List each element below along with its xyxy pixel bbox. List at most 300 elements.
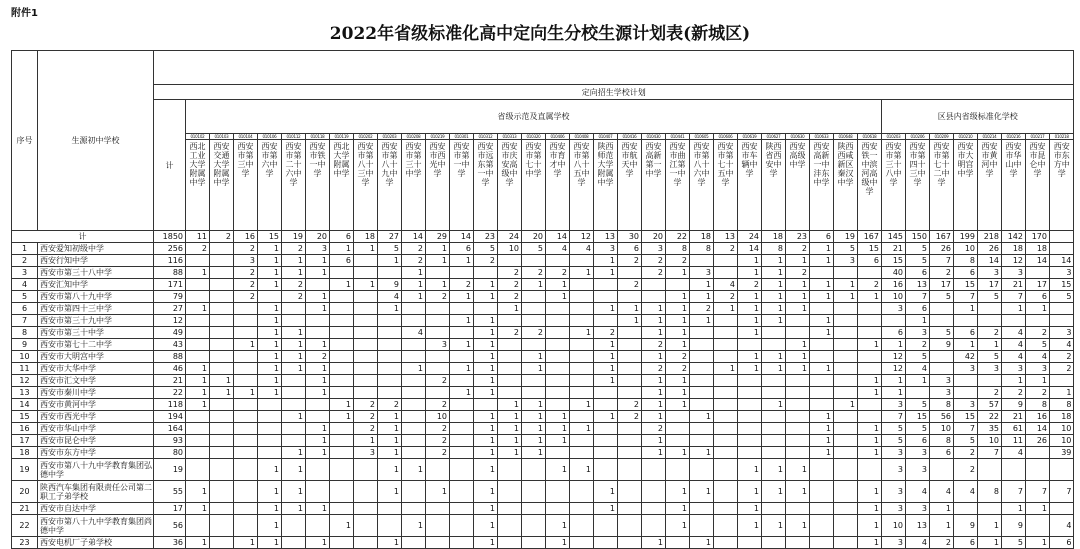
- school-name-header: 西安市车辆中学: [738, 140, 762, 231]
- school-code: 010218: [1050, 134, 1074, 140]
- school-name-header: 西安市第一中学: [450, 140, 474, 231]
- plan-cell: [546, 387, 570, 399]
- plan-cell: [738, 387, 762, 399]
- plan-cell: [282, 387, 306, 399]
- row-school-name: 西安市大明宫中学: [38, 351, 154, 363]
- plan-cell: 9: [378, 279, 402, 291]
- plan-cell: 1: [330, 399, 354, 411]
- plan-cell: 1: [378, 447, 402, 459]
- plan-cell: [354, 363, 378, 375]
- plan-cell: 18: [1050, 411, 1074, 423]
- plan-cell: 1: [426, 279, 450, 291]
- plan-cell: 1: [378, 411, 402, 423]
- plan-cell: [522, 339, 546, 351]
- school-name-header: 西安市黄河中学: [978, 140, 1002, 231]
- plan-cell: 1: [258, 327, 282, 339]
- school-code: 010209: [930, 134, 954, 140]
- plan-cell: [762, 327, 786, 339]
- plan-cell: [378, 363, 402, 375]
- school-code: 010416: [618, 134, 642, 140]
- plan-cell: 1: [594, 411, 618, 423]
- row-school-name: 西安市秦川中学: [38, 387, 154, 399]
- plan-cell: 1: [762, 279, 786, 291]
- row-seq: 21: [12, 503, 38, 515]
- plan-cell: 2: [498, 327, 522, 339]
- plan-cell: 1: [906, 375, 930, 387]
- plan-cell: 2: [546, 267, 570, 279]
- plan-cell: 2: [618, 279, 642, 291]
- row-seq: 16: [12, 423, 38, 435]
- plan-cell: 1: [954, 303, 978, 315]
- plan-cell: 1: [522, 351, 546, 363]
- plan-cell: 1: [474, 503, 498, 515]
- plan-cell: 5: [522, 243, 546, 255]
- table-row: [12, 291, 1074, 303]
- plan-cell: [258, 435, 282, 447]
- plan-cell: [834, 515, 858, 537]
- plan-cell: 3: [954, 399, 978, 411]
- plan-cell: [186, 291, 210, 303]
- table-row: [12, 327, 1074, 339]
- plan-cell: 1: [594, 363, 618, 375]
- row-seq: 20: [12, 481, 38, 503]
- plan-cell: [834, 327, 858, 339]
- plan-cell: 3: [930, 387, 954, 399]
- plan-cell: 2: [522, 327, 546, 339]
- row-total: 21: [154, 375, 186, 387]
- plan-cell: 1: [474, 435, 498, 447]
- plan-cell: [714, 387, 738, 399]
- plan-cell: 1: [810, 363, 834, 375]
- plan-cell: [762, 387, 786, 399]
- plan-cell: [930, 351, 954, 363]
- plan-cell: [498, 375, 522, 387]
- plan-cell: 1: [738, 459, 762, 481]
- plan-cell: [858, 399, 882, 411]
- plan-cell: 1: [666, 481, 690, 503]
- plan-cell: [666, 537, 690, 549]
- plan-cell: [786, 537, 810, 549]
- row-school-name: 西安市昆仑中学: [38, 435, 154, 447]
- plan-cell: [450, 399, 474, 411]
- school-name-header: 西安市西光中学: [426, 140, 450, 231]
- school-code: 010206: [906, 134, 930, 140]
- plan-cell: 1: [354, 243, 378, 255]
- plan-cell: [978, 375, 1002, 387]
- plan-cell: 16: [882, 279, 906, 291]
- plan-cell: 57: [978, 399, 1002, 411]
- school-total: 24: [498, 231, 522, 243]
- plan-cell: [666, 279, 690, 291]
- plan-cell: [714, 327, 738, 339]
- plan-cell: 5: [378, 243, 402, 255]
- row-seq: 3: [12, 267, 38, 279]
- plan-cell: [786, 375, 810, 387]
- plan-cell: [306, 481, 330, 503]
- plan-cell: [546, 399, 570, 411]
- plan-cell: 1: [306, 291, 330, 303]
- school-code: 010118: [306, 134, 330, 140]
- plan-cell: [234, 435, 258, 447]
- school-name-header: 西安市第八十六中学: [690, 140, 714, 231]
- plan-cell: 1: [762, 399, 786, 411]
- school-code: 010619: [738, 134, 762, 140]
- plan-cell: [594, 537, 618, 549]
- row-school-name: 西安市自达中学: [38, 503, 154, 515]
- plan-cell: 1: [402, 459, 426, 481]
- plan-cell: [282, 375, 306, 387]
- plan-cell: 1: [594, 481, 618, 503]
- school-code: 010627: [762, 134, 786, 140]
- plan-cell: [186, 315, 210, 327]
- plan-cell: 4: [1002, 447, 1026, 459]
- plan-cell: [522, 387, 546, 399]
- plan-cell: 1: [234, 339, 258, 351]
- plan-cell: 8: [1026, 399, 1050, 411]
- plan-cell: 2: [426, 423, 450, 435]
- plan-cell: [594, 399, 618, 411]
- plan-cell: 2: [642, 423, 666, 435]
- plan-cell: 10: [426, 411, 450, 423]
- plan-cell: [810, 399, 834, 411]
- plan-cell: 15: [858, 243, 882, 255]
- plan-cell: [762, 411, 786, 423]
- plan-cell: 7: [1050, 481, 1074, 503]
- row-school-name: 西安市大华中学: [38, 363, 154, 375]
- plan-cell: [594, 459, 618, 481]
- plan-cell: [618, 267, 642, 279]
- plan-cell: [522, 255, 546, 267]
- row-school-name: 西安市第八十九中学: [38, 291, 154, 303]
- plan-cell: [330, 315, 354, 327]
- school-code: 010441: [666, 134, 690, 140]
- plan-cell: [570, 435, 594, 447]
- plan-cell: [234, 327, 258, 339]
- plan-cell: 56: [930, 411, 954, 423]
- seq-header: 序号: [12, 51, 38, 231]
- plan-cell: 5: [1050, 291, 1074, 303]
- plan-cell: [690, 423, 714, 435]
- school-total: 6: [810, 231, 834, 243]
- plan-cell: [498, 315, 522, 327]
- plan-cell: 3: [834, 255, 858, 267]
- plan-cell: [570, 291, 594, 303]
- school-name-header: 西安市第七十二中学: [930, 140, 954, 231]
- plan-cell: 1: [570, 327, 594, 339]
- plan-cell: 5: [474, 243, 498, 255]
- plan-cell: [546, 339, 570, 351]
- row-school-name: 西安爱知初级中学: [38, 243, 154, 255]
- plan-cell: [618, 387, 642, 399]
- school-total: 2: [210, 231, 234, 243]
- plan-cell: [714, 459, 738, 481]
- plan-cell: [450, 503, 474, 515]
- plan-cell: 9: [1002, 399, 1026, 411]
- plan-cell: 1: [834, 291, 858, 303]
- plan-cell: 1: [450, 387, 474, 399]
- row-total: 19: [154, 459, 186, 481]
- plan-cell: 1: [594, 303, 618, 315]
- plan-cell: 2: [906, 339, 930, 351]
- plan-cell: [234, 459, 258, 481]
- plan-cell: 1: [306, 375, 330, 387]
- row-total: 17: [154, 503, 186, 515]
- plan-cell: 2: [1050, 363, 1074, 375]
- school-name-header: 西安市第八十九中学: [378, 140, 402, 231]
- plan-cell: 1: [690, 315, 714, 327]
- row-total: 43: [154, 339, 186, 351]
- plan-cell: [186, 255, 210, 267]
- plan-cell: 2: [618, 399, 642, 411]
- row-seq: 7: [12, 315, 38, 327]
- header-top-blank: [154, 51, 1074, 85]
- plan-cell: [402, 339, 426, 351]
- plan-cell: 1: [546, 423, 570, 435]
- plan-cell: [474, 303, 498, 315]
- plan-cell: [186, 423, 210, 435]
- row-total: 12: [154, 315, 186, 327]
- school-total: 19: [834, 231, 858, 243]
- plan-cell: [714, 481, 738, 503]
- row-total: 22: [154, 387, 186, 399]
- plan-cell: 1: [738, 327, 762, 339]
- plan-cell: [426, 327, 450, 339]
- plan-cell: [882, 315, 906, 327]
- plan-cell: [618, 503, 642, 515]
- plan-cell: [834, 503, 858, 515]
- school-total: 27: [378, 231, 402, 243]
- plan-cell: 1: [690, 291, 714, 303]
- plan-cell: [354, 375, 378, 387]
- plan-cell: 4: [714, 279, 738, 291]
- plan-cell: 10: [930, 423, 954, 435]
- plan-cell: [306, 459, 330, 481]
- plan-cell: [258, 291, 282, 303]
- plan-cell: [642, 459, 666, 481]
- plan-cell: 1: [474, 515, 498, 537]
- plan-cell: [330, 267, 354, 279]
- plan-cell: 8: [690, 243, 714, 255]
- plan-cell: 1: [306, 447, 330, 459]
- plan-cell: 13: [906, 515, 930, 537]
- school-code: 010606: [714, 134, 738, 140]
- school-code: 010605: [690, 134, 714, 140]
- table-row: [12, 399, 1074, 411]
- school-code: 010208: [402, 134, 426, 140]
- plan-cell: 3: [426, 339, 450, 351]
- plan-cell: [522, 303, 546, 315]
- row-school-name: 陕西汽车集团有限责任公司第二职工子弟学校: [38, 481, 154, 503]
- plan-cell: [666, 411, 690, 423]
- plan-cell: 1: [858, 537, 882, 549]
- plan-cell: 8: [1050, 399, 1074, 411]
- row-school-name: 西安市第三十八中学: [38, 267, 154, 279]
- plan-cell: 1: [1026, 503, 1050, 515]
- plan-cell: 2: [234, 291, 258, 303]
- plan-cell: 1: [498, 423, 522, 435]
- plan-cell: [426, 387, 450, 399]
- plan-cell: 2: [282, 279, 306, 291]
- school-total: 14: [450, 231, 474, 243]
- plan-cell: [690, 363, 714, 375]
- plan-cell: 1: [546, 279, 570, 291]
- plan-cell: 1: [762, 267, 786, 279]
- plan-cell: [426, 515, 450, 537]
- plan-cell: 6: [906, 435, 930, 447]
- plan-cell: 7: [930, 255, 954, 267]
- plan-cell: 2: [978, 327, 1002, 339]
- plan-cell: [690, 515, 714, 537]
- plan-cell: 13: [906, 279, 930, 291]
- plan-cell: 1: [786, 303, 810, 315]
- plan-cell: 1: [378, 537, 402, 549]
- plan-cell: [1050, 503, 1074, 515]
- plan-cell: 1: [1002, 303, 1026, 315]
- plan-cell: 1: [666, 447, 690, 459]
- plan-cell: [570, 255, 594, 267]
- plan-cell: [498, 481, 522, 503]
- plan-cell: [210, 291, 234, 303]
- plan-cell: [330, 327, 354, 339]
- row-seq: 8: [12, 327, 38, 339]
- plan-cell: 1: [474, 291, 498, 303]
- plan-cell: [210, 435, 234, 447]
- plan-cell: 1: [642, 387, 666, 399]
- plan-cell: 5: [906, 243, 930, 255]
- plan-cell: [810, 515, 834, 537]
- plan-cell: [234, 503, 258, 515]
- plan-cell: [450, 375, 474, 387]
- plan-cell: [810, 339, 834, 351]
- plan-cell: 1: [282, 481, 306, 503]
- school-code: 010406: [546, 134, 570, 140]
- school-name-header: 西安市第三十八中学: [882, 140, 906, 231]
- plan-cell: [186, 515, 210, 537]
- plan-cell: [546, 327, 570, 339]
- plan-cell: 2: [354, 411, 378, 423]
- plan-cell: 10: [1050, 423, 1074, 435]
- plan-cell: 8: [954, 255, 978, 267]
- table-row: [12, 243, 1074, 255]
- plan-cell: 1: [882, 387, 906, 399]
- row-seq: 11: [12, 363, 38, 375]
- school-total: 19: [282, 231, 306, 243]
- plan-cell: 1: [930, 503, 954, 515]
- plan-cell: 1: [258, 267, 282, 279]
- row-total: 194: [154, 411, 186, 423]
- plan-cell: 2: [786, 267, 810, 279]
- plan-cell: 1: [282, 363, 306, 375]
- plan-cell: [330, 339, 354, 351]
- row-total: 88: [154, 351, 186, 363]
- plan-cell: [546, 503, 570, 515]
- plan-cell: [378, 315, 402, 327]
- plan-cell: [210, 411, 234, 423]
- plan-cell: [354, 303, 378, 315]
- plan-cell: [714, 267, 738, 279]
- plan-cell: 1: [738, 503, 762, 515]
- plan-cell: [786, 327, 810, 339]
- school-name-header: 陕西省西安中学: [762, 140, 786, 231]
- plan-cell: 1: [186, 267, 210, 279]
- plan-cell: [690, 387, 714, 399]
- plan-cell: [378, 327, 402, 339]
- plan-cell: 26: [978, 243, 1002, 255]
- plan-cell: 1: [858, 339, 882, 351]
- school-code: 010408: [570, 134, 594, 140]
- plan-cell: 1: [258, 481, 282, 503]
- row-school-name: 西安市东方中学: [38, 447, 154, 459]
- plan-cell: [546, 315, 570, 327]
- plan-cell: [666, 435, 690, 447]
- plan-cell: [786, 423, 810, 435]
- plan-cell: 7: [954, 423, 978, 435]
- plan-cell: 5: [906, 399, 930, 411]
- plan-cell: [234, 375, 258, 387]
- plan-cell: 6: [1050, 537, 1074, 549]
- plan-cell: [498, 255, 522, 267]
- plan-cell: [546, 351, 570, 363]
- school-code: 010313: [498, 134, 522, 140]
- plan-cell: [594, 435, 618, 447]
- plan-cell: [330, 459, 354, 481]
- school-name-header: 西安市第七十五中学: [714, 140, 738, 231]
- plan-cell: 1: [834, 399, 858, 411]
- plan-cell: [954, 387, 978, 399]
- plan-cell: [714, 411, 738, 423]
- plan-cell: 2: [858, 279, 882, 291]
- plan-cell: 1: [666, 503, 690, 515]
- plan-cell: [282, 399, 306, 411]
- page-title: 2022年省级标准化高中定向生分校生源计划表(新城区): [329, 24, 751, 44]
- plan-cell: 1: [858, 435, 882, 447]
- row-total: 79: [154, 291, 186, 303]
- plan-cell: 1: [306, 363, 330, 375]
- plan-cell: 1: [522, 435, 546, 447]
- row-school-name: 西安市第三十中学: [38, 327, 154, 339]
- plan-cell: [210, 243, 234, 255]
- plan-cell: [834, 339, 858, 351]
- row-seq: 2: [12, 255, 38, 267]
- school-total: 11: [186, 231, 210, 243]
- plan-cell: 2: [666, 255, 690, 267]
- plan-cell: [834, 315, 858, 327]
- plan-cell: 1: [762, 515, 786, 537]
- plan-cell: [570, 503, 594, 515]
- plan-cell: 26: [1026, 435, 1050, 447]
- table-row: [12, 411, 1074, 423]
- school-name-header: 西安市第八十五中学: [570, 140, 594, 231]
- plan-cell: [450, 459, 474, 481]
- enrollment-plan-table: [11, 50, 1074, 549]
- plan-cell: 1: [1002, 503, 1026, 515]
- plan-cell: [210, 423, 234, 435]
- plan-cell: 1: [234, 387, 258, 399]
- plan-cell: 1: [474, 447, 498, 459]
- plan-cell: [690, 327, 714, 339]
- row-seq: 12: [12, 375, 38, 387]
- plan-cell: [330, 351, 354, 363]
- plan-cell: [714, 375, 738, 387]
- plan-cell: 2: [354, 399, 378, 411]
- plan-cell: 1: [834, 279, 858, 291]
- plan-cell: [810, 537, 834, 549]
- plan-cell: [522, 481, 546, 503]
- plan-cell: [858, 303, 882, 315]
- plan-cell: [378, 351, 402, 363]
- plan-cell: 1: [594, 351, 618, 363]
- plan-cell: 1: [1026, 303, 1050, 315]
